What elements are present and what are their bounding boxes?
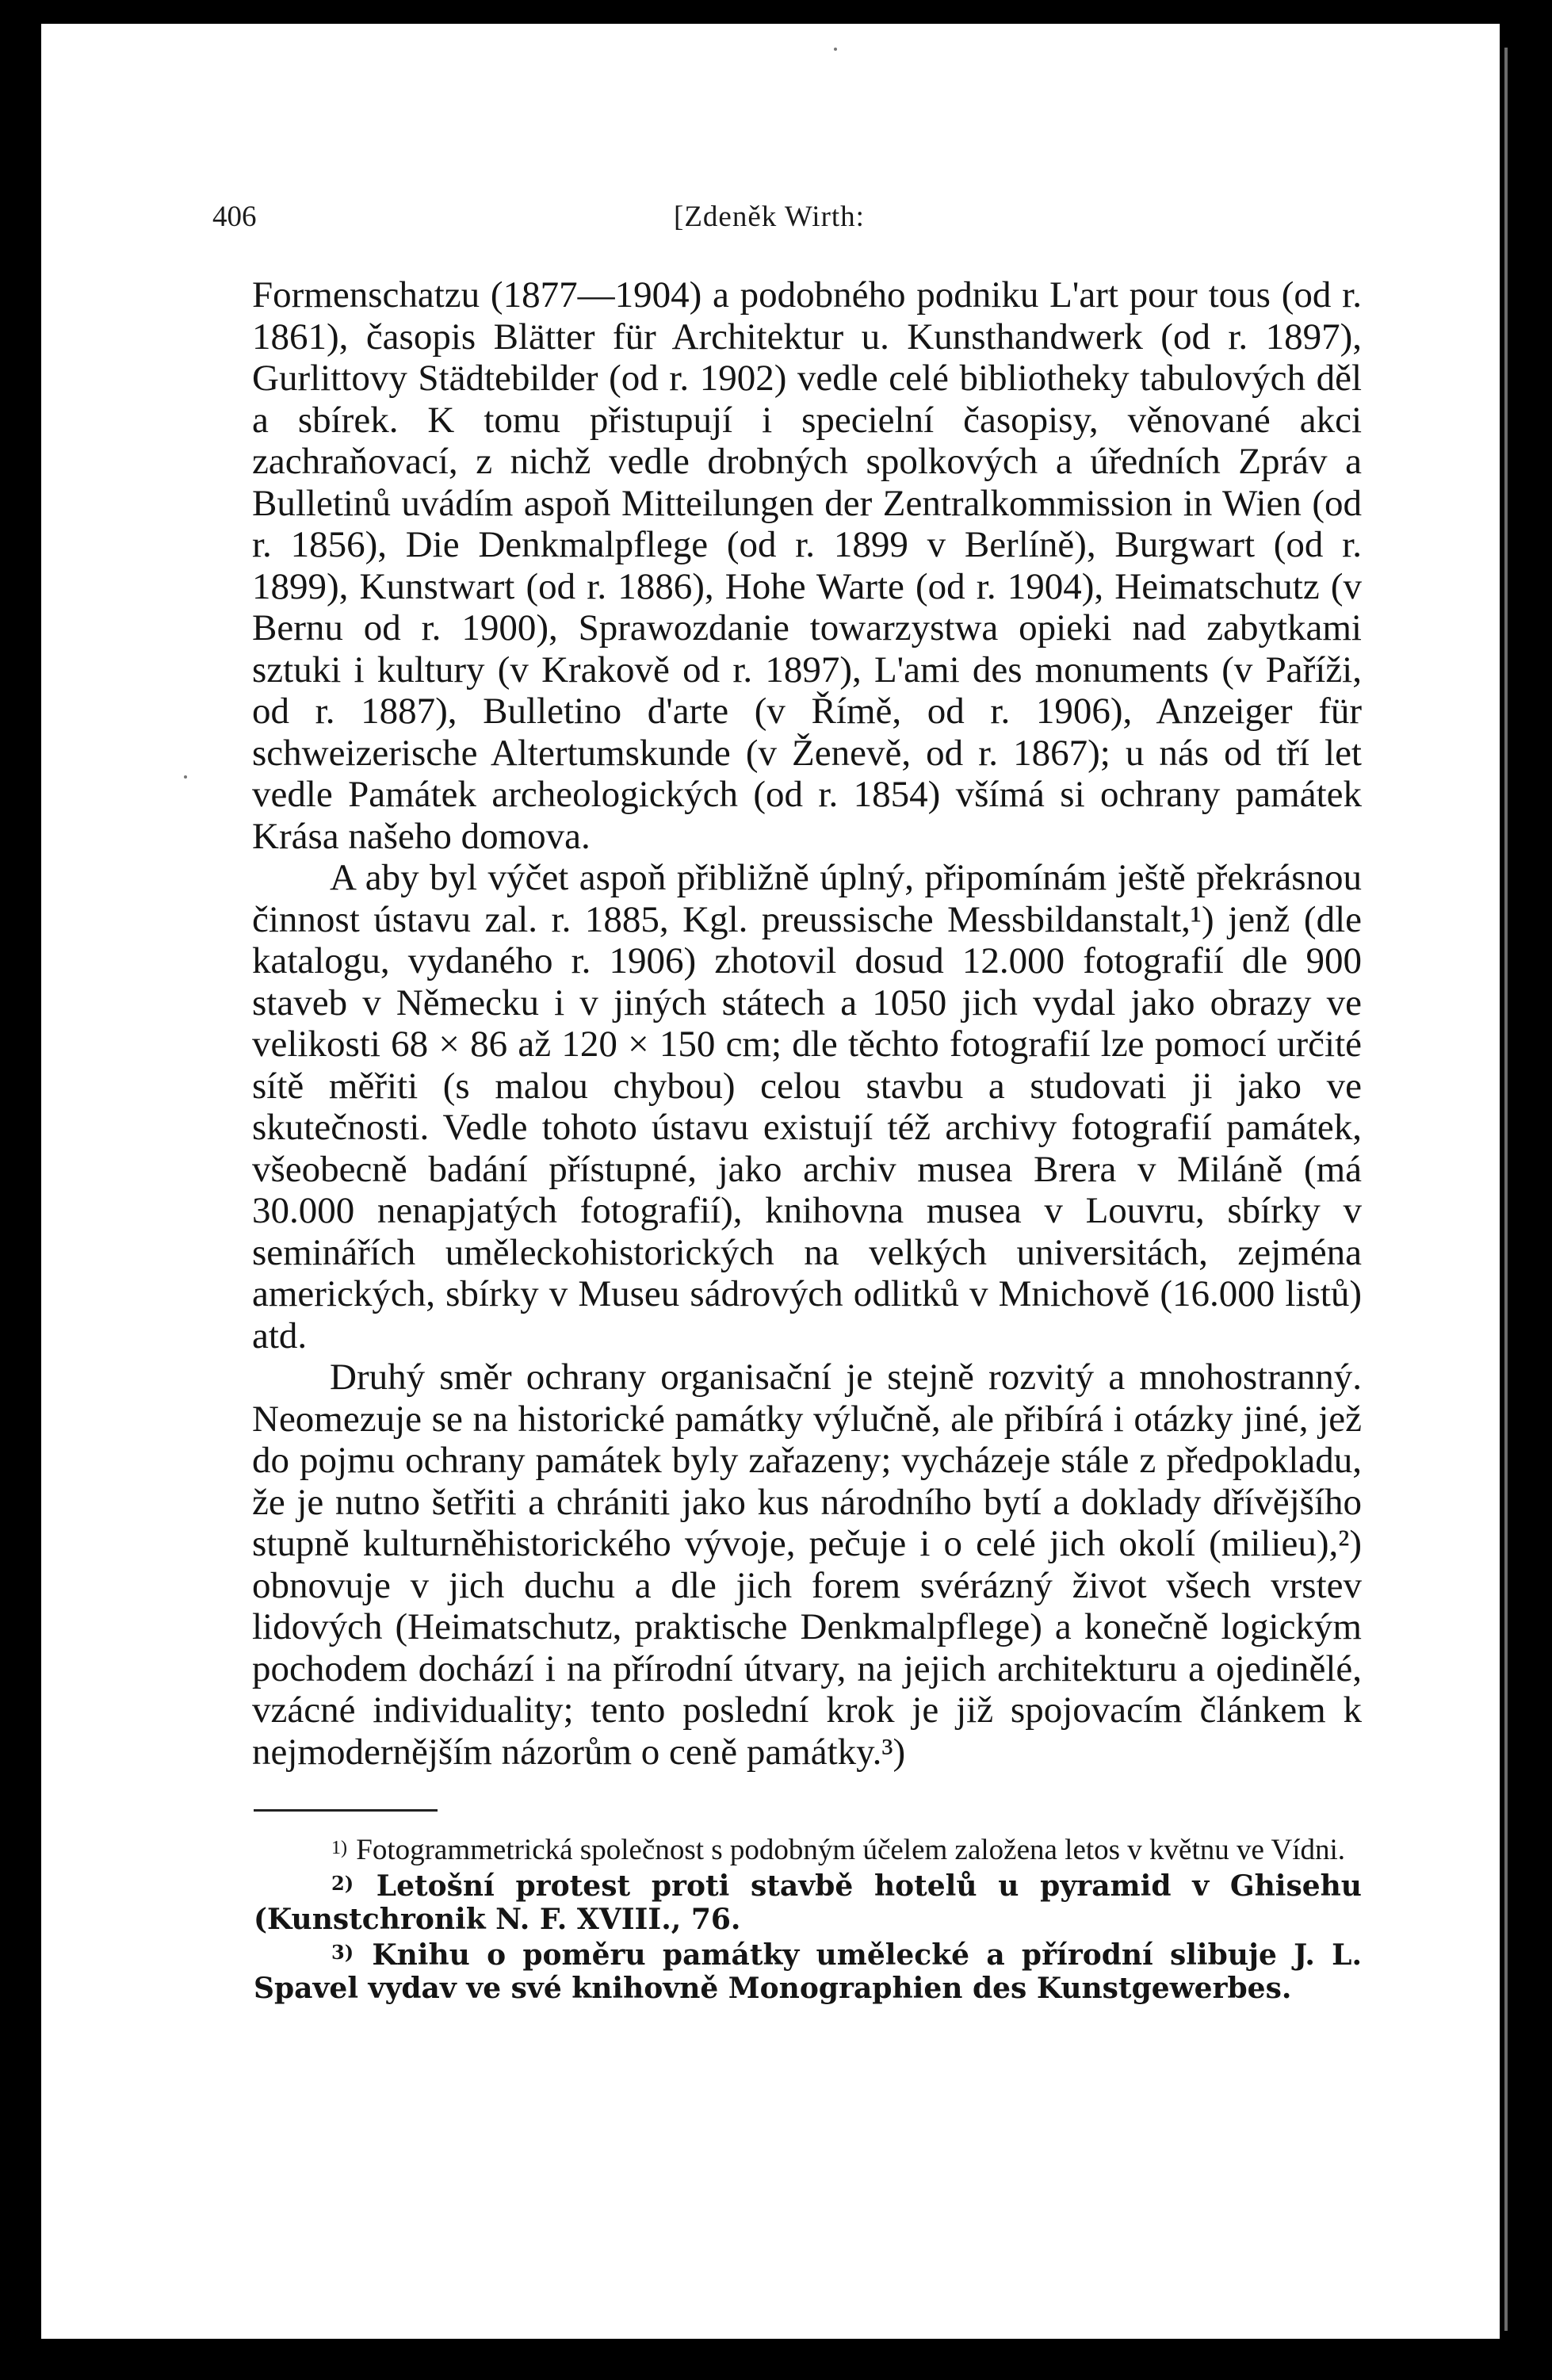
speck-mark <box>834 48 837 51</box>
footnote <box>254 1936 1362 2005</box>
footnote-mark: 3) <box>331 1941 354 1964</box>
body-text <box>252 274 1362 1773</box>
paragraph: Druhý směr ochrany organisační je stejně rozvitý a mnohostranný. Neomezuje se na historické památky výlučně, ale přibírá i otázky jiné, jež do pojmu ochrany památek byly zařazeny; vycházeje stále z předpokladu, že je nutno šetřiti a chrániti jako kus národního bytí a doklady dřívějšího stupně kulturněhistorického vývoje, pečuje i o celé jich okolí (milieu),²) obnovuje v jich duchu a dle jich forem svérázný život všech vrstev lidových (Heimatschutz, praktische Denkmalpflege) a konečně logickým pochodem dochází i na přírodní útvary, na jejich architekturu a ojedinělé, vzácné individuality; tento poslední krok je již spojovacím článkem k nejmodernějším názorům o ceně památky.³) <box>252 1356 1362 1773</box>
page-header <box>212 200 1386 239</box>
footnote-mark: 1) <box>331 1838 347 1858</box>
footnotes <box>254 1831 1362 2005</box>
paragraph: A aby byl výčet aspoň přibližně úplný, připomínám ještě překrásnou činnost ústavu zal. r. 1885, Kgl. preussische Messbildanstalt,¹) jenž (dle katalogu, vydaného r. 1906) zhotovil dosud 12.000 fotografií dle 900 staveb v Německu i v jiných státech a 1050 jich vydal jako obrazy ve velikosti 68 × 86 až 120 × 150 cm; dle těchto fotografií lze pomocí určité sítě měřiti (s malou chybou) celou stavbu a studovati ji jako ve skutečnosti. Vedle tohoto ústavu existují též archivy fotografií památek, všeobecně badání přístupné, jako archiv musea Brera v Miláně (má 30.000 nenapjatých fotografií), knihovna musea v Louvru, sbírky v seminářích uměleckohistorických na velkých universitách, zejména amerických, sbírky v Museu sádrových odlitků v Mnichově (16.000 listů) atd. <box>252 857 1362 1356</box>
footnote-mark: 2) <box>331 1872 354 1895</box>
footnote <box>254 1867 1362 1936</box>
footnote-text: Knihu o poměru památky umělecké a přírodní slibuje J. L. Spavel vydav ve své knihovně Monographien des Kunstgewerbes. <box>254 1938 1362 2005</box>
scan-edge-right <box>1500 0 1552 2380</box>
footnote <box>254 1831 1362 1867</box>
scan-edge-stripe <box>1504 48 1508 2331</box>
running-head: [Zdeněk Wirth: <box>674 201 865 233</box>
speck-mark <box>184 775 187 779</box>
footnote-text: Letošní protest proti stavbě hotelů u pyramid v Ghisehu (Kunstchronik N. F. XVIII., 76. <box>254 1869 1362 1936</box>
paragraph: Formenschatzu (1877—1904) a podobného podniku L'art pour tous (od r. 1861), časopis Blätter für Architektur u. Kunsthandwerk (od r. 1897), Gurlittovy Städtebilder (od r. 1902) vedle celé bibliotheky tabulových děl a sbírek. K tomu přistupují i specielní časopisy, věnované akci zachraňovací, z nichž vedle drobných spolkových a úředních Zpráv a Bulletinů uvádím aspoň Mitteilungen der Zentralkommission in Wien (od r. 1856), Die Denkmalpflege (od r. 1899 v Berlíně), Burgwart (od r. 1899), Kunstwart (od r. 1886), Hohe Warte (od r. 1904), Heimatschutz (v Bernu od r. 1900), Sprawozdanie towarzystwa opieki nad zabytkami sztuki i kultury (v Krakově od r. 1897), L'ami des monuments (v Paříži, od r. 1887), Bulletino d'arte (v Římě, od r. 1906), Anzeiger für schweizerische Altertumskunde (v Ženevě, od r. 1867); u nás od tří let vedle Památek archeologických (od r. 1854) všímá si ochrany památek Krása našeho domova. <box>252 274 1362 857</box>
footnote-separator <box>254 1809 438 1812</box>
page-number: 406 <box>212 201 257 233</box>
footnote-text: Fotogrammetrická společnost s podobným účelem založena letos v květnu ve Vídni. <box>356 1834 1346 1866</box>
